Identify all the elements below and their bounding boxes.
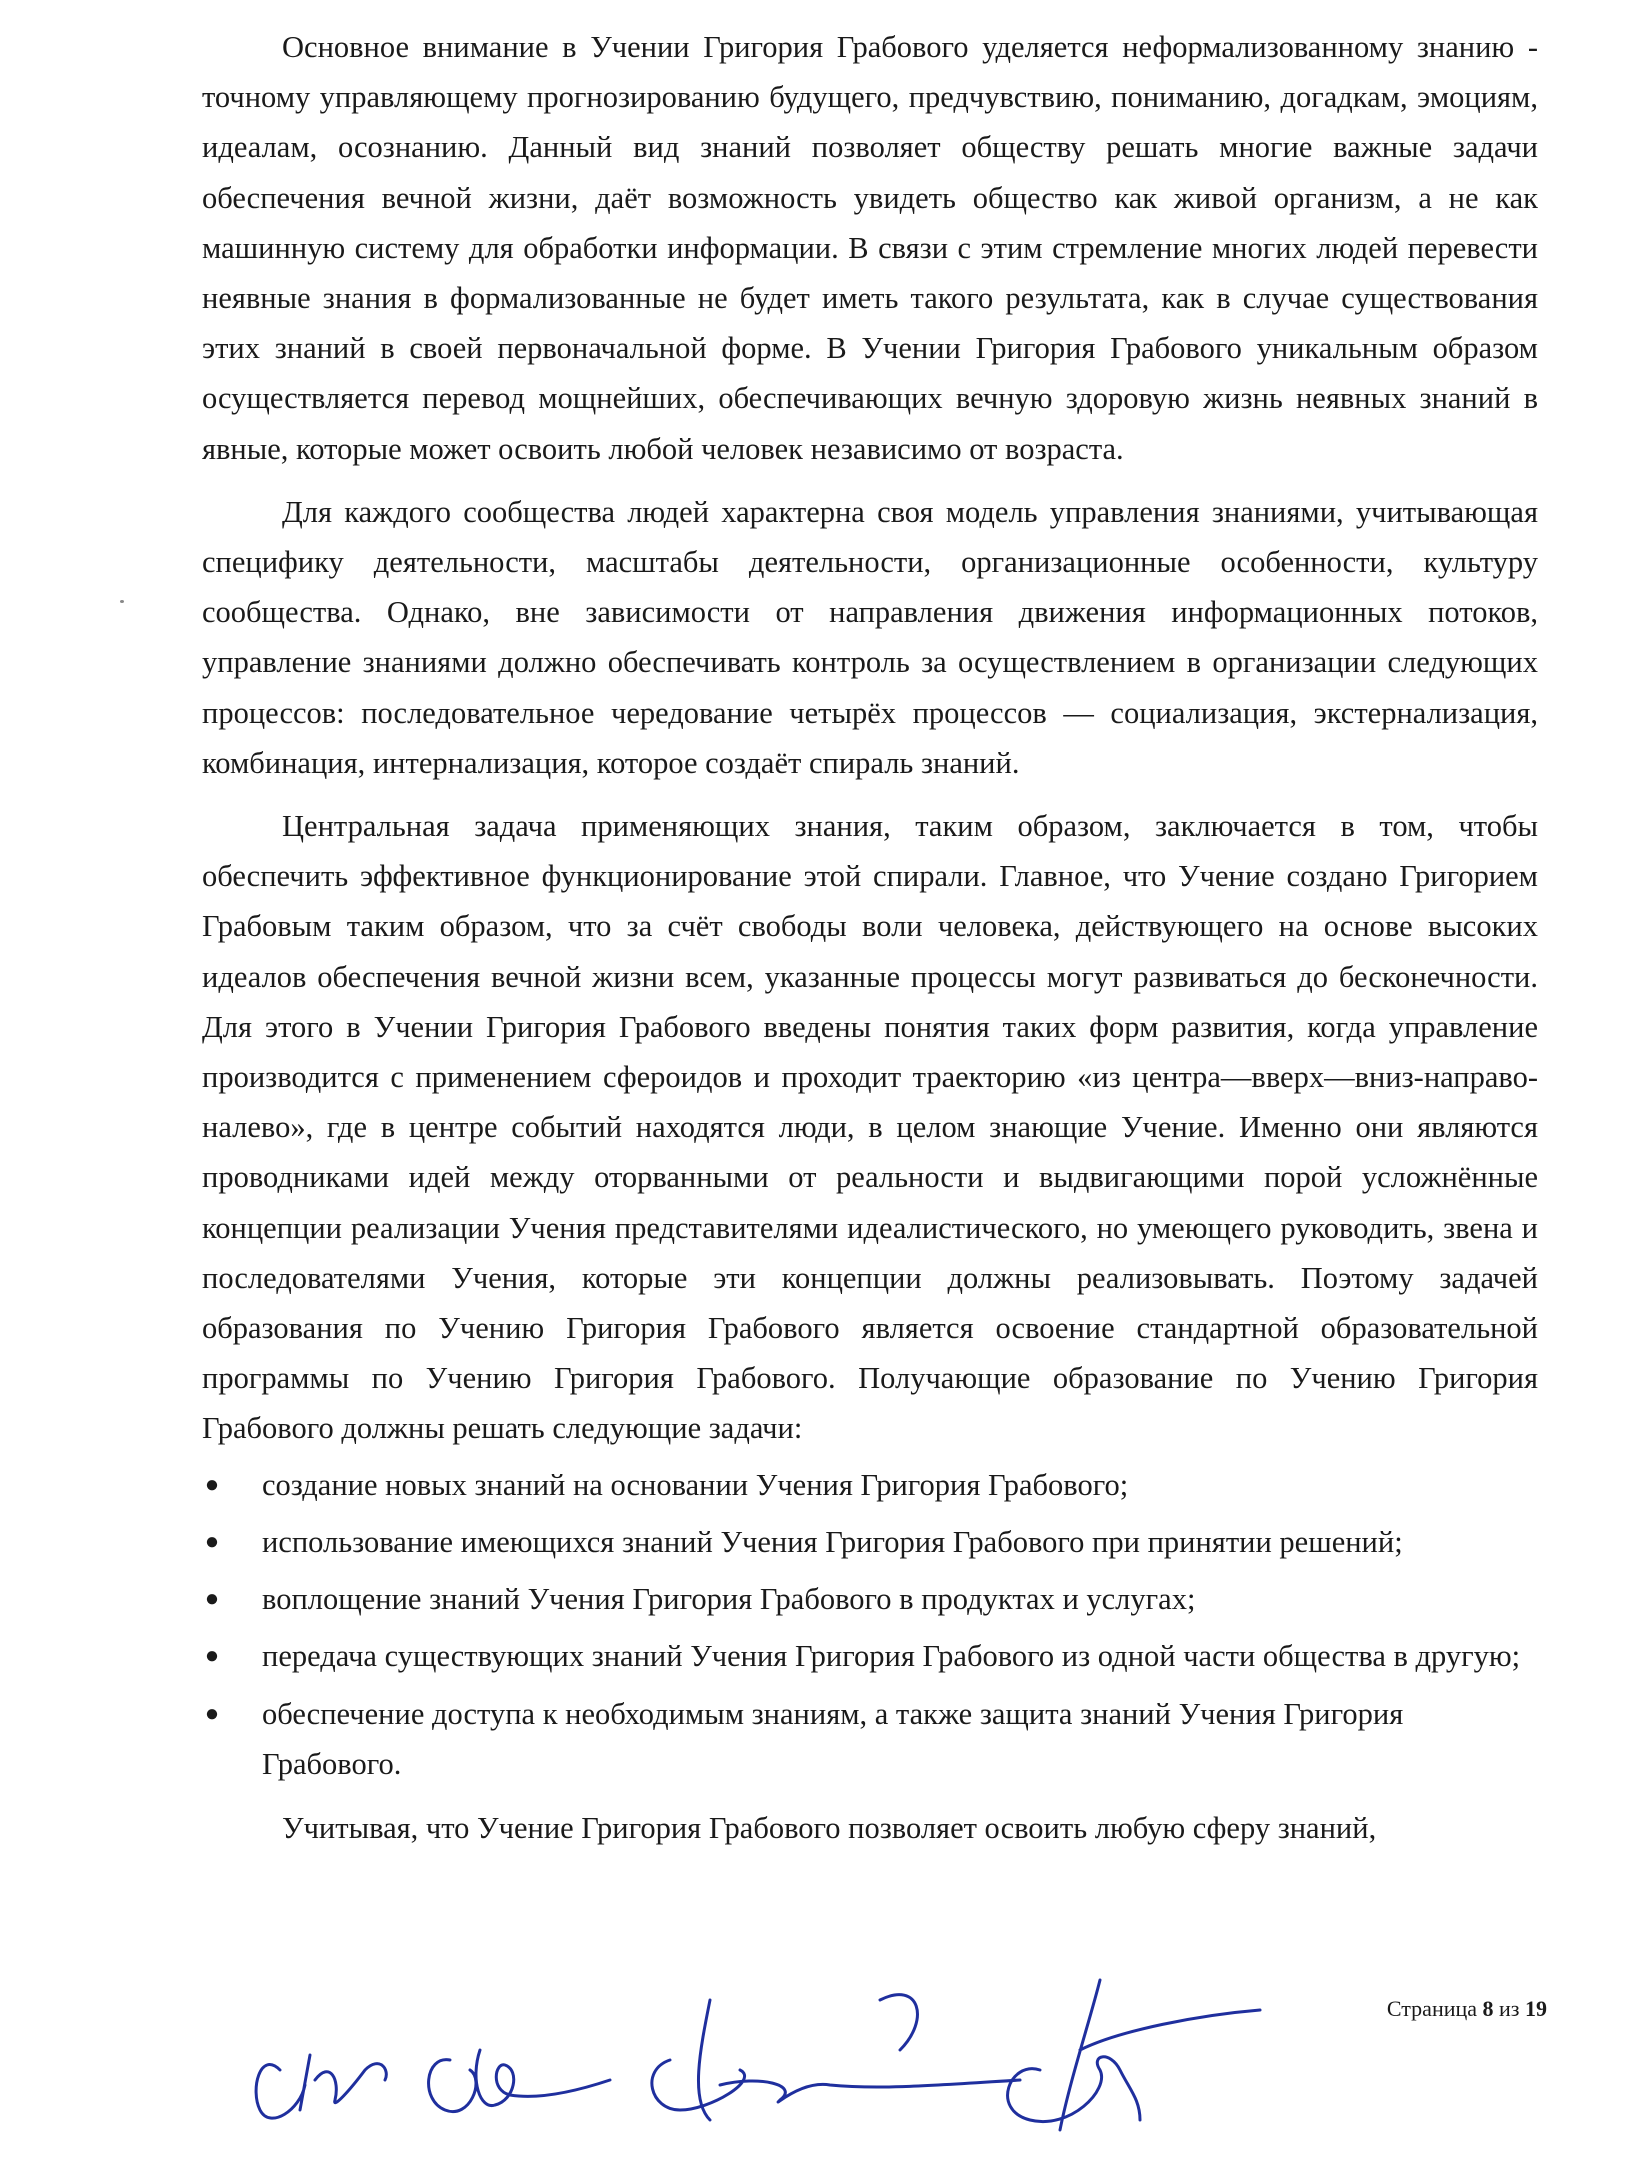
list-item: [202, 1689, 1538, 1789]
scan-speck: [120, 600, 124, 603]
tasks-list: [202, 1460, 1538, 1789]
list-item-text: создание новых знаний на основании Учения Григория Грабового;: [262, 1467, 1129, 1502]
page-total: 19: [1525, 1996, 1547, 2021]
list-item-text: передача существующих знаний Учения Григория Грабового из одной части общества в другую;: [262, 1639, 1521, 1674]
list-item: [202, 1460, 1538, 1510]
paragraph-3: Центральная задача применяющих знания, таким образом, заключается в том, чтобы обеспечить эффективное функционирование этой спирали. Главное, что Учение создано Григорием Грабовым таким образом, что за счёт свободы воли человека, действующего на основе высоких идеалов обеспечения вечной жизни всем, указанные процессы могут развиваться до бесконечности. Для этого в Учении Григория Грабового введены понятия таких форм развития, когда управление производится с применением сфероидов и проходит траекторию «из центра—вверх—вниз-направо-налево», где в центре событий находятся люди, в целом знающие Учение. Именно они являются проводниками идей между оторванными от реальности и выдвигающими порой усложнённые концепции реализации Учения представителями идеалистического, но умеющего руководить, звена и последователями Учения, которые эти концепции должны реализовывать. Поэтому задачей образования по Учению Григория Грабового является освоение стандартной образовательной программы по Учению Григория Грабового. Получающие образование по Учению Григория Грабового должны решать следующие задачи:: [202, 809, 1538, 1446]
page-middle: из: [1499, 1996, 1520, 2021]
paragraph-4: Учитывая, что Учение Григория Грабового позволяет освоить любую сферу знаний,: [282, 1810, 1377, 1845]
page-prefix: Страница: [1386, 1996, 1478, 2021]
page-current: 8: [1482, 1996, 1494, 2021]
list-item: [202, 1574, 1538, 1624]
list-item-text: воплощение знаний Учения Григория Грабового в продуктах и услугах;: [262, 1582, 1196, 1617]
bullet-dot-icon: ●: [204, 1700, 220, 1727]
signature-1: [256, 2055, 386, 2118]
bullet-dot-icon: ●: [204, 1643, 220, 1670]
list-item-text: обеспечение доступа к необходимым знаниям, а также защита знаний Учения Григория Грабового.: [262, 1696, 1404, 1781]
signature-2: [429, 2050, 610, 2112]
page-number: [1387, 1996, 1547, 2022]
paragraph-2: Для каждого сообщества людей характерна своя модель управления знаниями, учитывающая специфику деятельности, масштабы деятельности, организационные особенности, культуру сообщества. Однако, вне зависимости от направления движения информационных потоков, управление знаниями должно обеспечивать контроль за осуществлением в организации следующих процессов: последовательное чередование четырёх процессов — социализация, экстернализация, комбинация, интернализация, которое создаёт спираль знаний.: [202, 494, 1538, 780]
bullet-dot-icon: ●: [204, 1528, 220, 1555]
body-text: [202, 22, 1538, 1853]
list-item: [202, 1517, 1538, 1567]
bullet-dot-icon: ●: [204, 1471, 220, 1498]
signature-3: [652, 2000, 1020, 2120]
paragraph-1: Основное внимание в Учении Григория Грабового уделяется неформализованному знанию - точному управляющему прогнозированию будущего, предчувствию, пониманию, догадкам, эмоциям, идеалам, осознанию. Данный вид знаний позволяет обществу решать многие важные задачи обеспечения вечной жизни, даёт возможность увидеть общество как живой организм, а не как машинную систему для обработки информации. В связи с этим стремление многих людей перевести неявные знания в формализованные не будет иметь такого результата, как в случае существования этих знаний в своей первоначальной форме. В Учении Григория Грабового уникальным образом осуществляется перевод мощнейших, обеспечивающих вечную здоровую жизнь неявных знаний в явные, которые может освоить любой человек независимо от возраста.: [202, 30, 1538, 466]
list-item-text: использование имеющихся знаний Учения Григория Грабового при принятии решений;: [262, 1524, 1403, 1559]
signature-4: [880, 1980, 1260, 2130]
list-item: [202, 1631, 1538, 1681]
bullet-dot-icon: ●: [204, 1586, 220, 1613]
signatures-icon: [240, 1960, 1390, 2160]
